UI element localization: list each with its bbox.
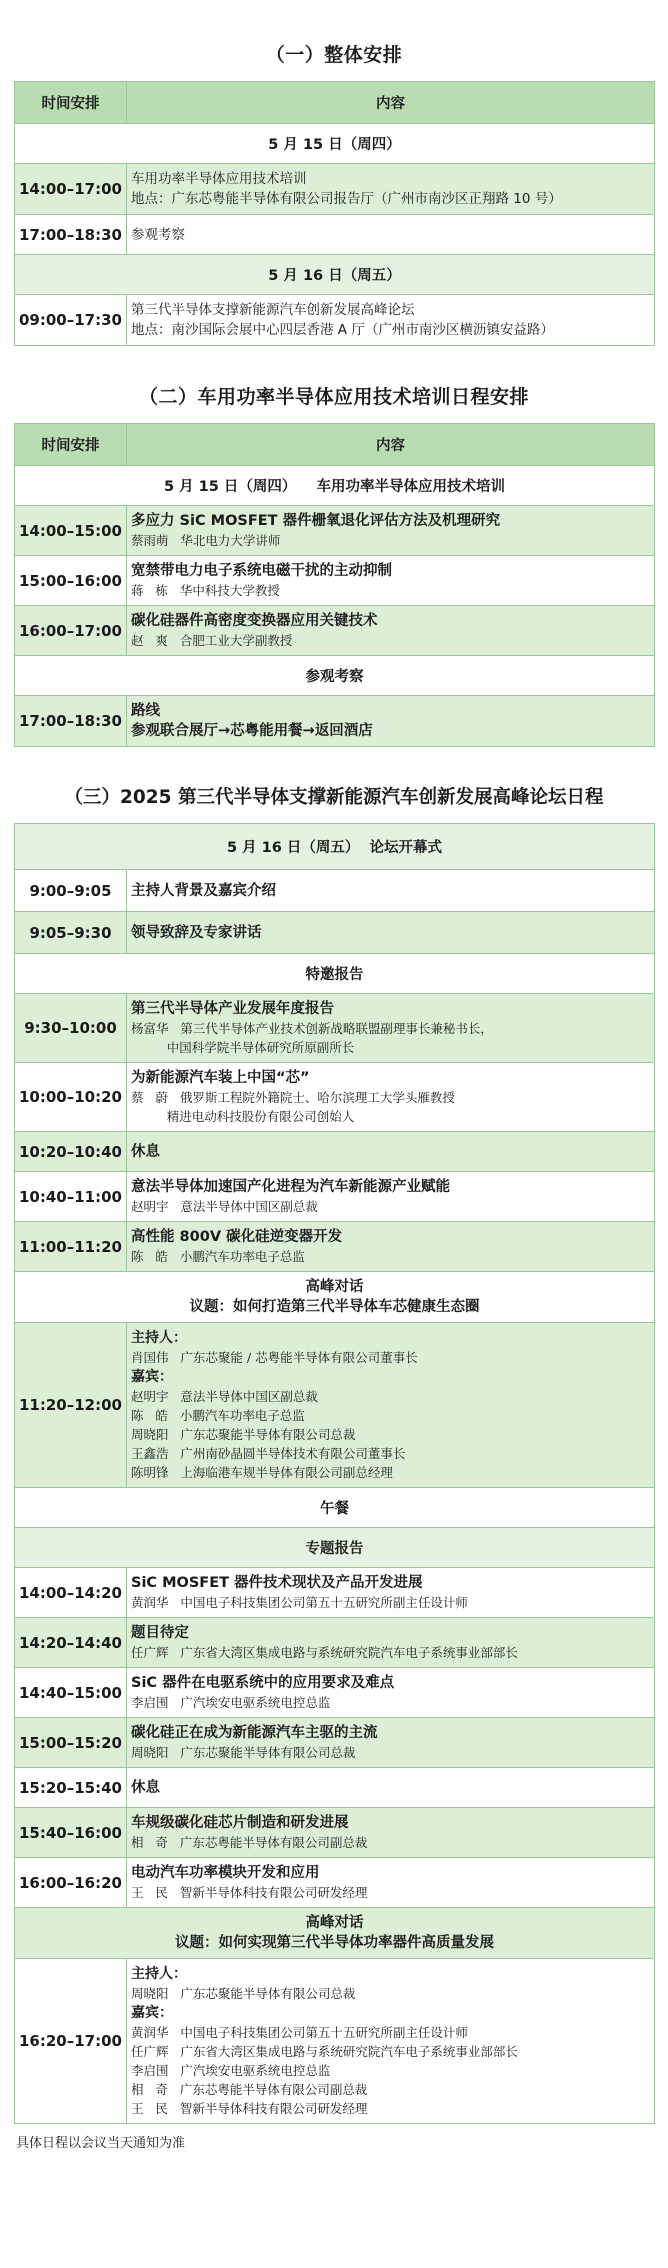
panel-title: 高峰对话 xyxy=(305,1279,364,1295)
table-row xyxy=(15,164,655,215)
visit-label: 参观考察 xyxy=(15,656,655,696)
content-cell xyxy=(127,215,655,255)
time-cell: 9:00–9:05 xyxy=(15,870,127,912)
header-content: 内容 xyxy=(127,82,655,124)
time-cell: 14:20–14:40 xyxy=(15,1618,127,1668)
host-label: 主持人： xyxy=(131,1966,187,1982)
event-location: 地点：南沙国际会展中心四层香港 A 厅（广州市南沙区横沥镇安益路） xyxy=(131,322,554,338)
content-cell xyxy=(127,164,655,215)
time-cell: 11:00–11:20 xyxy=(15,1222,127,1272)
content-cell xyxy=(127,1668,655,1718)
header-time: 时间安排 xyxy=(15,82,127,124)
section-2-title: （二）车用功率半导体应用技术培训日程安排 xyxy=(138,386,529,408)
time-cell: 15:20–15:40 xyxy=(15,1768,127,1808)
time-cell: 17:00–18:30 xyxy=(15,215,127,255)
event-title: 车用功率半导体应用技术培训 xyxy=(131,171,307,187)
speaker: 赵 爽 合肥工业大学副教授 xyxy=(131,633,293,648)
table-header xyxy=(15,424,655,466)
route-stop: 参观联合展厅 xyxy=(131,723,218,739)
content-cell xyxy=(127,1959,655,2124)
content-cell xyxy=(127,1718,655,1768)
guests-label: 嘉宾： xyxy=(131,2005,173,2021)
special-report-label: 特邀报告 xyxy=(15,954,655,994)
talk-title: 为新能源汽车装上中国“芯” xyxy=(131,1070,310,1086)
guest: 李启围 广汽埃安电驱系统电控总监 xyxy=(131,2063,331,2078)
speaker: 周晓阳 广东芯聚能半导体有限公司总裁 xyxy=(131,1745,356,1760)
table-row xyxy=(15,506,655,556)
guests-label: 嘉宾： xyxy=(131,1369,173,1385)
route-detail xyxy=(131,721,650,741)
table-row xyxy=(15,215,655,255)
time-cell: 15:00–16:00 xyxy=(15,556,127,606)
agenda-title: 主持人背景及嘉宾介绍 xyxy=(131,882,276,899)
time-cell: 15:40–16:00 xyxy=(15,1808,127,1858)
section-label-row xyxy=(15,1528,655,1568)
speaker: 王 民 智新半导体科技有限公司研发经理 xyxy=(131,1885,368,1900)
speaker-affiliation: 中国科学院半导体研究所原副所长 xyxy=(131,1040,355,1055)
table-row xyxy=(15,1323,655,1488)
route-stop: 芯粤能用餐 xyxy=(230,723,303,739)
panel-header-row xyxy=(15,1908,655,1959)
topic-report-label: 专题报告 xyxy=(15,1528,655,1568)
overall-schedule-table xyxy=(14,81,655,346)
table-row xyxy=(15,295,655,346)
content-cell xyxy=(127,1768,655,1808)
event-title: 参观考察 xyxy=(131,226,185,243)
talk-title: 多应力 SiC MOSFET 器件栅氧退化评估方法及机理研究 xyxy=(131,513,501,529)
day-label: 5 月 16 日（周五） xyxy=(15,255,655,295)
day-label: 5 月 15 日（周四） 车用功率半导体应用技术培训 xyxy=(15,466,655,506)
table-row xyxy=(15,1959,655,2124)
table-row xyxy=(15,1568,655,1618)
talk-title: 碳化硅器件高密度变换器应用关键技术 xyxy=(131,613,378,629)
talk-title: 电动汽车功率模块开发和应用 xyxy=(131,1865,320,1881)
time-cell: 15:00–15:20 xyxy=(15,1718,127,1768)
header-content: 内容 xyxy=(127,424,655,466)
speaker: 蔡 蔚 俄罗斯工程院外籍院士、哈尔滨理工大学头雁教授 xyxy=(131,1090,455,1105)
time-cell: 16:00–16:20 xyxy=(15,1858,127,1908)
table-row xyxy=(15,556,655,606)
content-cell xyxy=(127,1618,655,1668)
agenda-title: 休息 xyxy=(131,1779,160,1796)
talk-title: 高性能 800V 碳化硅逆变器开发 xyxy=(131,1229,343,1245)
table-row xyxy=(15,606,655,656)
content-cell xyxy=(127,1063,655,1132)
talk-title: 题目待定 xyxy=(131,1625,189,1641)
table-row xyxy=(15,1768,655,1808)
day-label: 5 月 15 日（周四） xyxy=(15,124,655,164)
day-row xyxy=(15,466,655,506)
guest: 陈 皓 小鹏汽车功率电子总监 xyxy=(131,1408,305,1423)
time-cell: 16:00–17:00 xyxy=(15,606,127,656)
time-cell: 14:00–14:20 xyxy=(15,1568,127,1618)
event-location: 地点：广东芯粤能半导体有限公司报告厅（广州市南沙区正翔路 10 号） xyxy=(131,191,562,207)
talk-title: 意法半导体加速国产化进程为汽车新能源产业赋能 xyxy=(131,1179,450,1195)
panel-header xyxy=(15,1272,655,1323)
panel-header-row xyxy=(15,1272,655,1323)
agenda-title: 领导致辞及专家讲话 xyxy=(131,924,262,941)
guest: 周晓阳 广东芯聚能半导体有限公司总裁 xyxy=(131,1427,356,1442)
time-cell: 16:20–17:00 xyxy=(15,1959,127,2124)
section-label-row xyxy=(15,954,655,994)
speaker: 蒋 栋 华中科技大学教授 xyxy=(131,583,280,598)
content-cell xyxy=(127,556,655,606)
speaker: 蔡雨萌 华北电力大学讲师 xyxy=(131,533,281,548)
arrow-right-icon: → xyxy=(302,723,315,739)
section-3-title: （三）2025 第三代半导体支撑新能源汽车创新发展高峰论坛日程 xyxy=(64,787,604,808)
content-cell xyxy=(127,696,655,747)
route-stop: 返回酒店 xyxy=(314,723,373,739)
table-row xyxy=(15,1132,655,1172)
lunch-label: 午餐 xyxy=(15,1488,655,1528)
content-cell xyxy=(127,1172,655,1222)
talk-title: 第三代半导体产业发展年度报告 xyxy=(131,1001,334,1017)
table-row xyxy=(15,1063,655,1132)
panel-topic: 议题：如何实现第三代半导体功率器件高质量发展 xyxy=(175,1935,494,1951)
section-label-row xyxy=(15,1488,655,1528)
speaker: 陈 皓 小鹏汽车功率电子总监 xyxy=(131,1249,305,1264)
guest: 王鑫浩 广州南砂晶圆半导体技术有限公司董事长 xyxy=(131,1446,406,1461)
table-row xyxy=(15,696,655,747)
day-row xyxy=(15,124,655,164)
time-cell: 09:00–17:30 xyxy=(15,295,127,346)
table-row xyxy=(15,1808,655,1858)
table-row xyxy=(15,1172,655,1222)
table-row xyxy=(15,1718,655,1768)
speaker: 赵明宇 意法半导体中国区副总裁 xyxy=(131,1199,318,1214)
day-label: 5 月 16 日（周五） 论坛开幕式 xyxy=(15,824,655,870)
training-schedule-table xyxy=(14,423,655,747)
content-cell xyxy=(127,606,655,656)
time-cell: 9:05–9:30 xyxy=(15,912,127,954)
panel-title: 高峰对话 xyxy=(305,1915,364,1931)
guest: 赵明宇 意法半导体中国区副总裁 xyxy=(131,1389,318,1404)
table-row xyxy=(15,1668,655,1718)
talk-title: SiC MOSFET 器件技术现状及产品开发进展 xyxy=(131,1575,423,1591)
time-cell: 14:00–15:00 xyxy=(15,506,127,556)
speaker: 杨富华 第三代半导体产业技术创新战略联盟副理事长兼秘书长， xyxy=(131,1021,493,1036)
speaker-affiliation: 精进电动科技股份有限公司创始人 xyxy=(131,1109,355,1124)
guest: 任广辉 广东省大湾区集成电路与系统研究院汽车电子系统事业部部长 xyxy=(131,2044,518,2059)
host: 周晓阳 广东芯聚能半导体有限公司总裁 xyxy=(131,1986,356,2001)
time-cell: 10:00–10:20 xyxy=(15,1063,127,1132)
guest: 相 奇 广东芯粤能半导体有限公司副总裁 xyxy=(131,2082,368,2097)
table-row xyxy=(15,994,655,1063)
footnote: 具体日程以会议当天通知为准 xyxy=(16,2136,186,2151)
arrow-right-icon: → xyxy=(218,723,231,739)
speaker: 黄润华 中国电子科技集团公司第五十五研究所副主任设计师 xyxy=(131,1595,468,1610)
agenda-title: 休息 xyxy=(131,1143,160,1160)
host-label: 主持人： xyxy=(131,1330,187,1346)
time-cell: 14:00–17:00 xyxy=(15,164,127,215)
speaker: 相 奇 广东芯粤能半导体有限公司副总裁 xyxy=(131,1835,368,1850)
header-time: 时间安排 xyxy=(15,424,127,466)
content-cell xyxy=(127,1222,655,1272)
time-cell: 11:20–12:00 xyxy=(15,1323,127,1488)
forum-schedule-table xyxy=(14,823,655,2124)
talk-title: 车规级碳化硅芯片制造和研发进展 xyxy=(131,1815,349,1831)
event-title: 第三代半导体支撑新能源汽车创新发展高峰论坛 xyxy=(131,302,415,318)
content-cell xyxy=(127,1568,655,1618)
host: 肖国伟 广东芯聚能 / 芯粤能半导体有限公司董事长 xyxy=(131,1350,418,1365)
talk-title: 碳化硅正在成为新能源汽车主驱的主流 xyxy=(131,1725,378,1741)
time-cell: 14:40–15:00 xyxy=(15,1668,127,1718)
content-cell xyxy=(127,994,655,1063)
guest: 王 民 智新半导体科技有限公司研发经理 xyxy=(131,2101,368,2116)
content-cell xyxy=(127,1323,655,1488)
talk-title: 宽禁带电力电子系统电磁干扰的主动抑制 xyxy=(131,563,392,579)
guest: 黄润华 中国电子科技集团公司第五十五研究所副主任设计师 xyxy=(131,2025,468,2040)
content-cell xyxy=(127,1858,655,1908)
day-row xyxy=(15,656,655,696)
panel-header xyxy=(15,1908,655,1959)
route-title: 路线 xyxy=(131,703,160,719)
section-1-title: （一）整体安排 xyxy=(265,44,403,66)
time-cell: 10:40–11:00 xyxy=(15,1172,127,1222)
time-cell: 9:30–10:00 xyxy=(15,994,127,1063)
speaker: 李启围 广汽埃安电驱系统电控总监 xyxy=(131,1695,331,1710)
time-cell: 10:20–10:40 xyxy=(15,1132,127,1172)
time-cell: 17:00–18:30 xyxy=(15,696,127,747)
table-header xyxy=(15,82,655,124)
content-cell xyxy=(127,870,655,912)
guest: 陈明锋 上海临港车规半导体有限公司副总经理 xyxy=(131,1465,393,1480)
content-cell xyxy=(127,506,655,556)
day-row xyxy=(15,255,655,295)
content-cell xyxy=(127,295,655,346)
table-row xyxy=(15,1222,655,1272)
table-row xyxy=(15,1618,655,1668)
content-cell xyxy=(127,912,655,954)
speaker: 任广辉 广东省大湾区集成电路与系统研究院汽车电子系统事业部部长 xyxy=(131,1645,518,1660)
table-row xyxy=(15,870,655,912)
content-cell xyxy=(127,1132,655,1172)
content-cell xyxy=(127,1808,655,1858)
day-row xyxy=(15,824,655,870)
panel-topic: 议题：如何打造第三代半导体车芯健康生态圈 xyxy=(189,1299,480,1315)
talk-title: SiC 器件在电驱系统中的应用要求及难点 xyxy=(131,1675,395,1691)
table-row xyxy=(15,912,655,954)
table-row xyxy=(15,1858,655,1908)
